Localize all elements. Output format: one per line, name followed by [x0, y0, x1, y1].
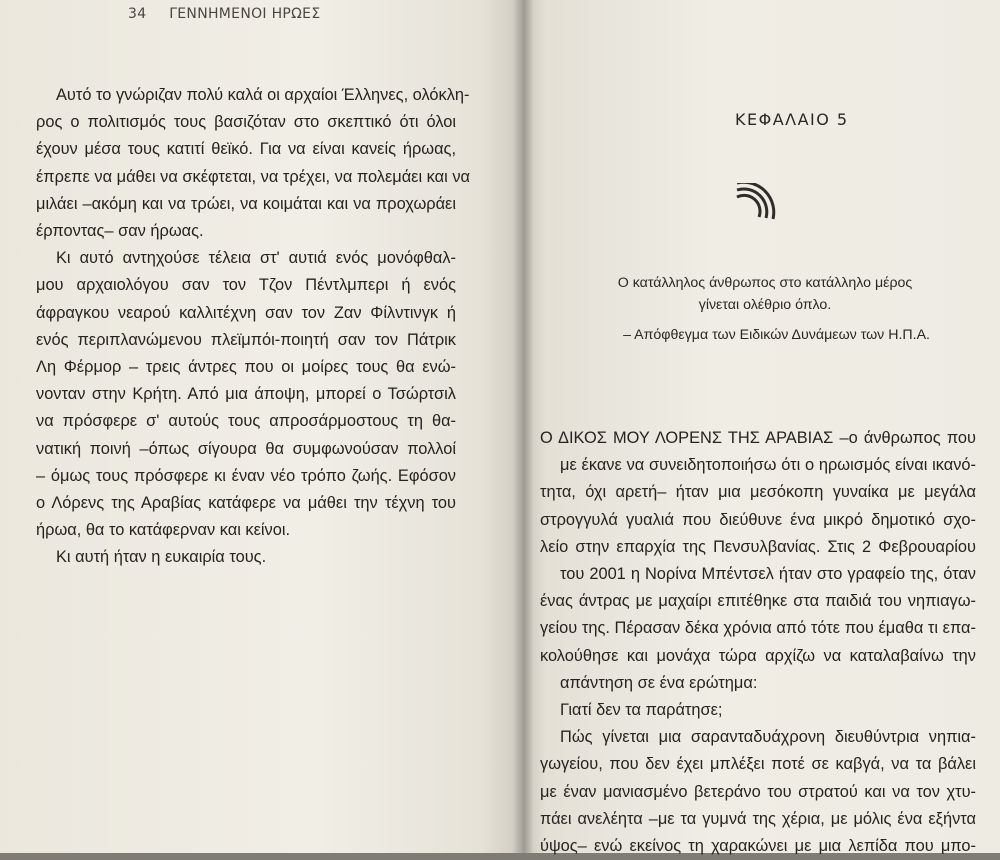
text-line: – όμως τους πρόσφερε κι έναν νέο τρόπο ζωής. Εφόσον [36, 466, 456, 485]
text-line: ενός περιπλανώμενου πλεϊμπόι-ποιητή σαν τον Πάτρικ [36, 330, 456, 349]
book-gutter [512, 0, 534, 853]
running-head [128, 6, 320, 22]
text-line: γωγείου, που δεν έχει μπλέξει ποτέ σε καβγά, να τα βάλει [540, 755, 976, 774]
text-line: νατική ποινή –όπως σίγουρα θα συμφωνούσαν πολλοί [36, 439, 456, 458]
left-body-text [36, 82, 471, 572]
text-line: Πώς γίνεται μια σαρανταδυάχρονη διευθύντρια νηπια- [560, 728, 976, 747]
book-title-header: ΓΕΝΝΗΜΕΝΟΙ ΗΡΩΕΣ [169, 6, 321, 22]
right-body-text [540, 425, 976, 860]
epigraph-attribution: – Απόφθεγμα των Ειδικών Δυνάμεων των Η.Π.Α. [623, 327, 930, 343]
text-line: έχουν μέσα τους κατιτί θεϊκό. Για να είναι κανείς ήρωας, [36, 140, 456, 159]
text-line: Γιατί δεν τα παράτησε; [560, 701, 723, 720]
paragraph-2 [540, 697, 976, 724]
text-line: Ο ΔΙΚΟΣ ΜΟΥ ΛΟΡΕΝΣ ΤΗΣ ΑΡΑΒΙΑΣ –ο άνθρωπος που [540, 429, 976, 447]
text-line: Κι αυτή ήταν η ευκαιρία τους. [56, 548, 267, 567]
paragraph-1 [36, 82, 471, 245]
paragraph-3 [36, 544, 456, 571]
text-line: πάει ανελέητα –με τα γυμνά της χέρια, με μόλις ένα εξήντα [540, 809, 976, 828]
text-line: γείου της. Πέρασαν δέκα χρόνια από τότε που έμαθα τι επα- [540, 619, 976, 638]
epigraph [600, 272, 930, 346]
text-line: ήρωα, θα το κατάφερναν και κείνοι. [36, 521, 291, 540]
paragraph-1 [540, 425, 976, 697]
text-line: ο Λόρενς της Αραβίας κατάφερε να μάθει την τέχνη του [36, 494, 456, 513]
text-line: μου αρχαιολόγου σαν τον Τζον Πέντλμπερι ή ενός [36, 276, 456, 295]
text-line: έπρεπε να μάθει να σκέφτεται, να τρέχει, να πολεμάει και να [36, 167, 471, 186]
text-line: κολούθησε και μονάχα τώρα αρχίζω να καταλαβαίνω την [540, 646, 976, 665]
text-line: απάντηση σε ένα ερώτημα: [560, 673, 758, 692]
text-line: ένας άντρας με μαχαίρι επιτέθηκε στα παιδιά του νηπιαγω- [540, 592, 976, 611]
chapter-title: ΚΕΦΑΛΑΙΟ 5 [735, 110, 849, 129]
epigraph-line: γίνεται ολέθριο όπλο. [698, 297, 832, 313]
text-line: τητα, όχι αρετή– ήταν μια μεσόκοπη γυναίκα με μεγάλα [540, 483, 976, 502]
sound-waves-icon [733, 183, 778, 228]
text-line: έρποντας– σαν ήρωας. [36, 222, 204, 241]
text-line: ύψος– ενώ εκείνος τη χαρακώνει με μια λεπίδα που μπο- [540, 837, 976, 856]
text-line: Κι αυτό αντηχούσε τέλεια στ' αυτιά ενός μονόφθαλ- [56, 249, 456, 268]
text-line: λείο στην επαρχία της Πενσυλβανίας. Στις 2 Φεβρουαρίου [540, 537, 976, 556]
text-line: Λη Φέρμορ – τρεις άντρες που οι μοίρες τους θα ενώ- [36, 358, 456, 377]
paragraph-2 [36, 245, 456, 544]
text-line: ρος ο πολιτισμός τους βασιζόταν στο σκεπτικό ότι όλοι [36, 113, 456, 132]
text-line: του 2001 η Νορίνα Μπέντσελ ήταν στο γραφείο της, όταν [560, 565, 976, 584]
text-line: Αυτό το γνώριζαν πολύ καλά οι αρχαίοι Έλληνες, ολόκλη- [56, 86, 470, 104]
page-number: 34 [128, 6, 147, 22]
text-line: με έναν μανιασμένο βετεράνο του στρατού και να τον χτυ- [540, 782, 976, 801]
text-line: μιλάει –ακόμη και να τρώει, να κοιμάται και να προχωράει [36, 194, 456, 213]
text-line: με έκανε να συνειδητοποιήσω ότι ο ηρωισμός είναι ικανό- [560, 456, 976, 475]
text-line: να πρόσφερε σ' αυτούς τους απροσάρμοστους τη θα- [36, 412, 456, 431]
text-line: νονταν στην Κρήτη. Από μια άποψη, μπορεί ο Τσώρτσιλ [36, 385, 456, 404]
text-line: στρογγυλά γυαλιά που διεύθυνε ένα μικρό δημοτικό σχο- [540, 510, 976, 529]
paragraph-3 [540, 724, 976, 860]
epigraph-line: Ο κατάλληλος άνθρωπος στο κατάλληλο μέρος [617, 275, 913, 291]
text-line: άφραγκου νεαρού καλλιτέχνη σαν τον Ζαν Φίλντινγκ ή [36, 303, 456, 322]
